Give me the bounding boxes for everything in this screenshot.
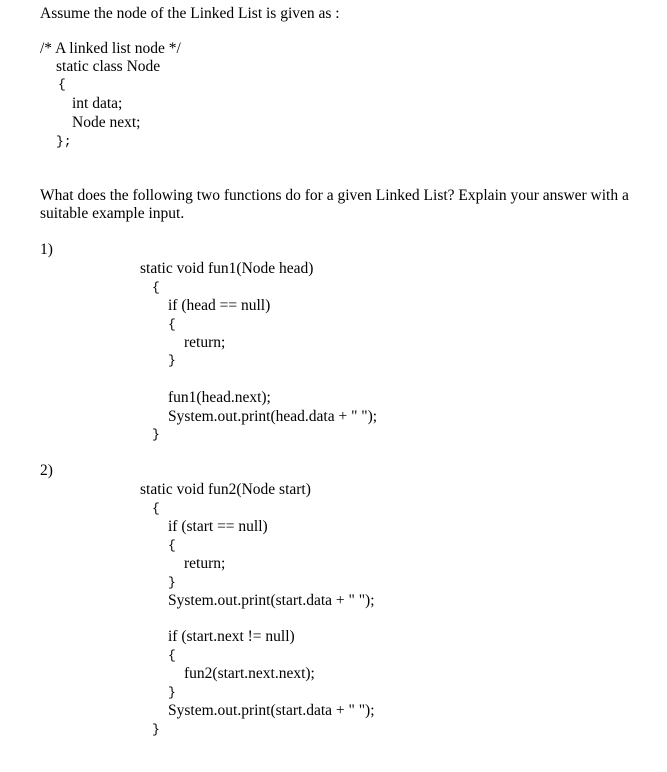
field-data: int data; — [72, 95, 123, 112]
fun1-if-open: { — [168, 317, 176, 332]
code-comment: /* A linked list node */ — [40, 40, 181, 57]
fun1-return: return; — [184, 334, 226, 351]
open-brace: { — [58, 77, 66, 92]
fun1-recursive-call: fun1(head.next); — [168, 389, 271, 406]
fun2-if-open: { — [168, 538, 176, 553]
question-line-1: What does the following two functions do for a given Linked List? Explain your answer with a — [40, 187, 629, 204]
question-line-2: suitable example input. — [40, 205, 185, 222]
fun2-close-brace: } — [152, 722, 160, 737]
fun2-open-brace: { — [152, 501, 160, 516]
fun2-signature: static void fun2(Node start) — [140, 481, 311, 498]
fun2-print-2: System.out.print(start.data + " "); — [168, 702, 375, 719]
fun1-close-brace: } — [152, 427, 160, 442]
field-next: Node next; — [72, 114, 141, 131]
intro-text: Assume the node of the Linked List is given as : — [40, 5, 340, 22]
fun2-if-next: if (start.next != null) — [168, 628, 295, 645]
close-brace: }; — [56, 134, 72, 149]
fun2-if-next-close: } — [168, 685, 176, 700]
fun1-open-brace: { — [152, 280, 160, 295]
fun2-if: if (start == null) — [168, 518, 268, 535]
fun1-print: System.out.print(head.data + " "); — [168, 408, 378, 425]
fun1-if: if (head == null) — [168, 297, 271, 314]
fun1-signature: static void fun1(Node head) — [140, 260, 314, 277]
fun2-print-1: System.out.print(start.data + " "); — [168, 592, 375, 609]
item-number-1: 1) — [40, 241, 53, 258]
class-declaration: static class Node — [56, 58, 161, 75]
fun2-if-next-open: { — [168, 648, 176, 663]
fun2-return: return; — [184, 555, 226, 572]
fun1-if-close: } — [168, 353, 176, 368]
fun2-if-close: } — [168, 575, 176, 590]
fun2-recursive-call: fun2(start.next.next); — [184, 665, 315, 682]
item-number-2: 2) — [40, 462, 53, 479]
